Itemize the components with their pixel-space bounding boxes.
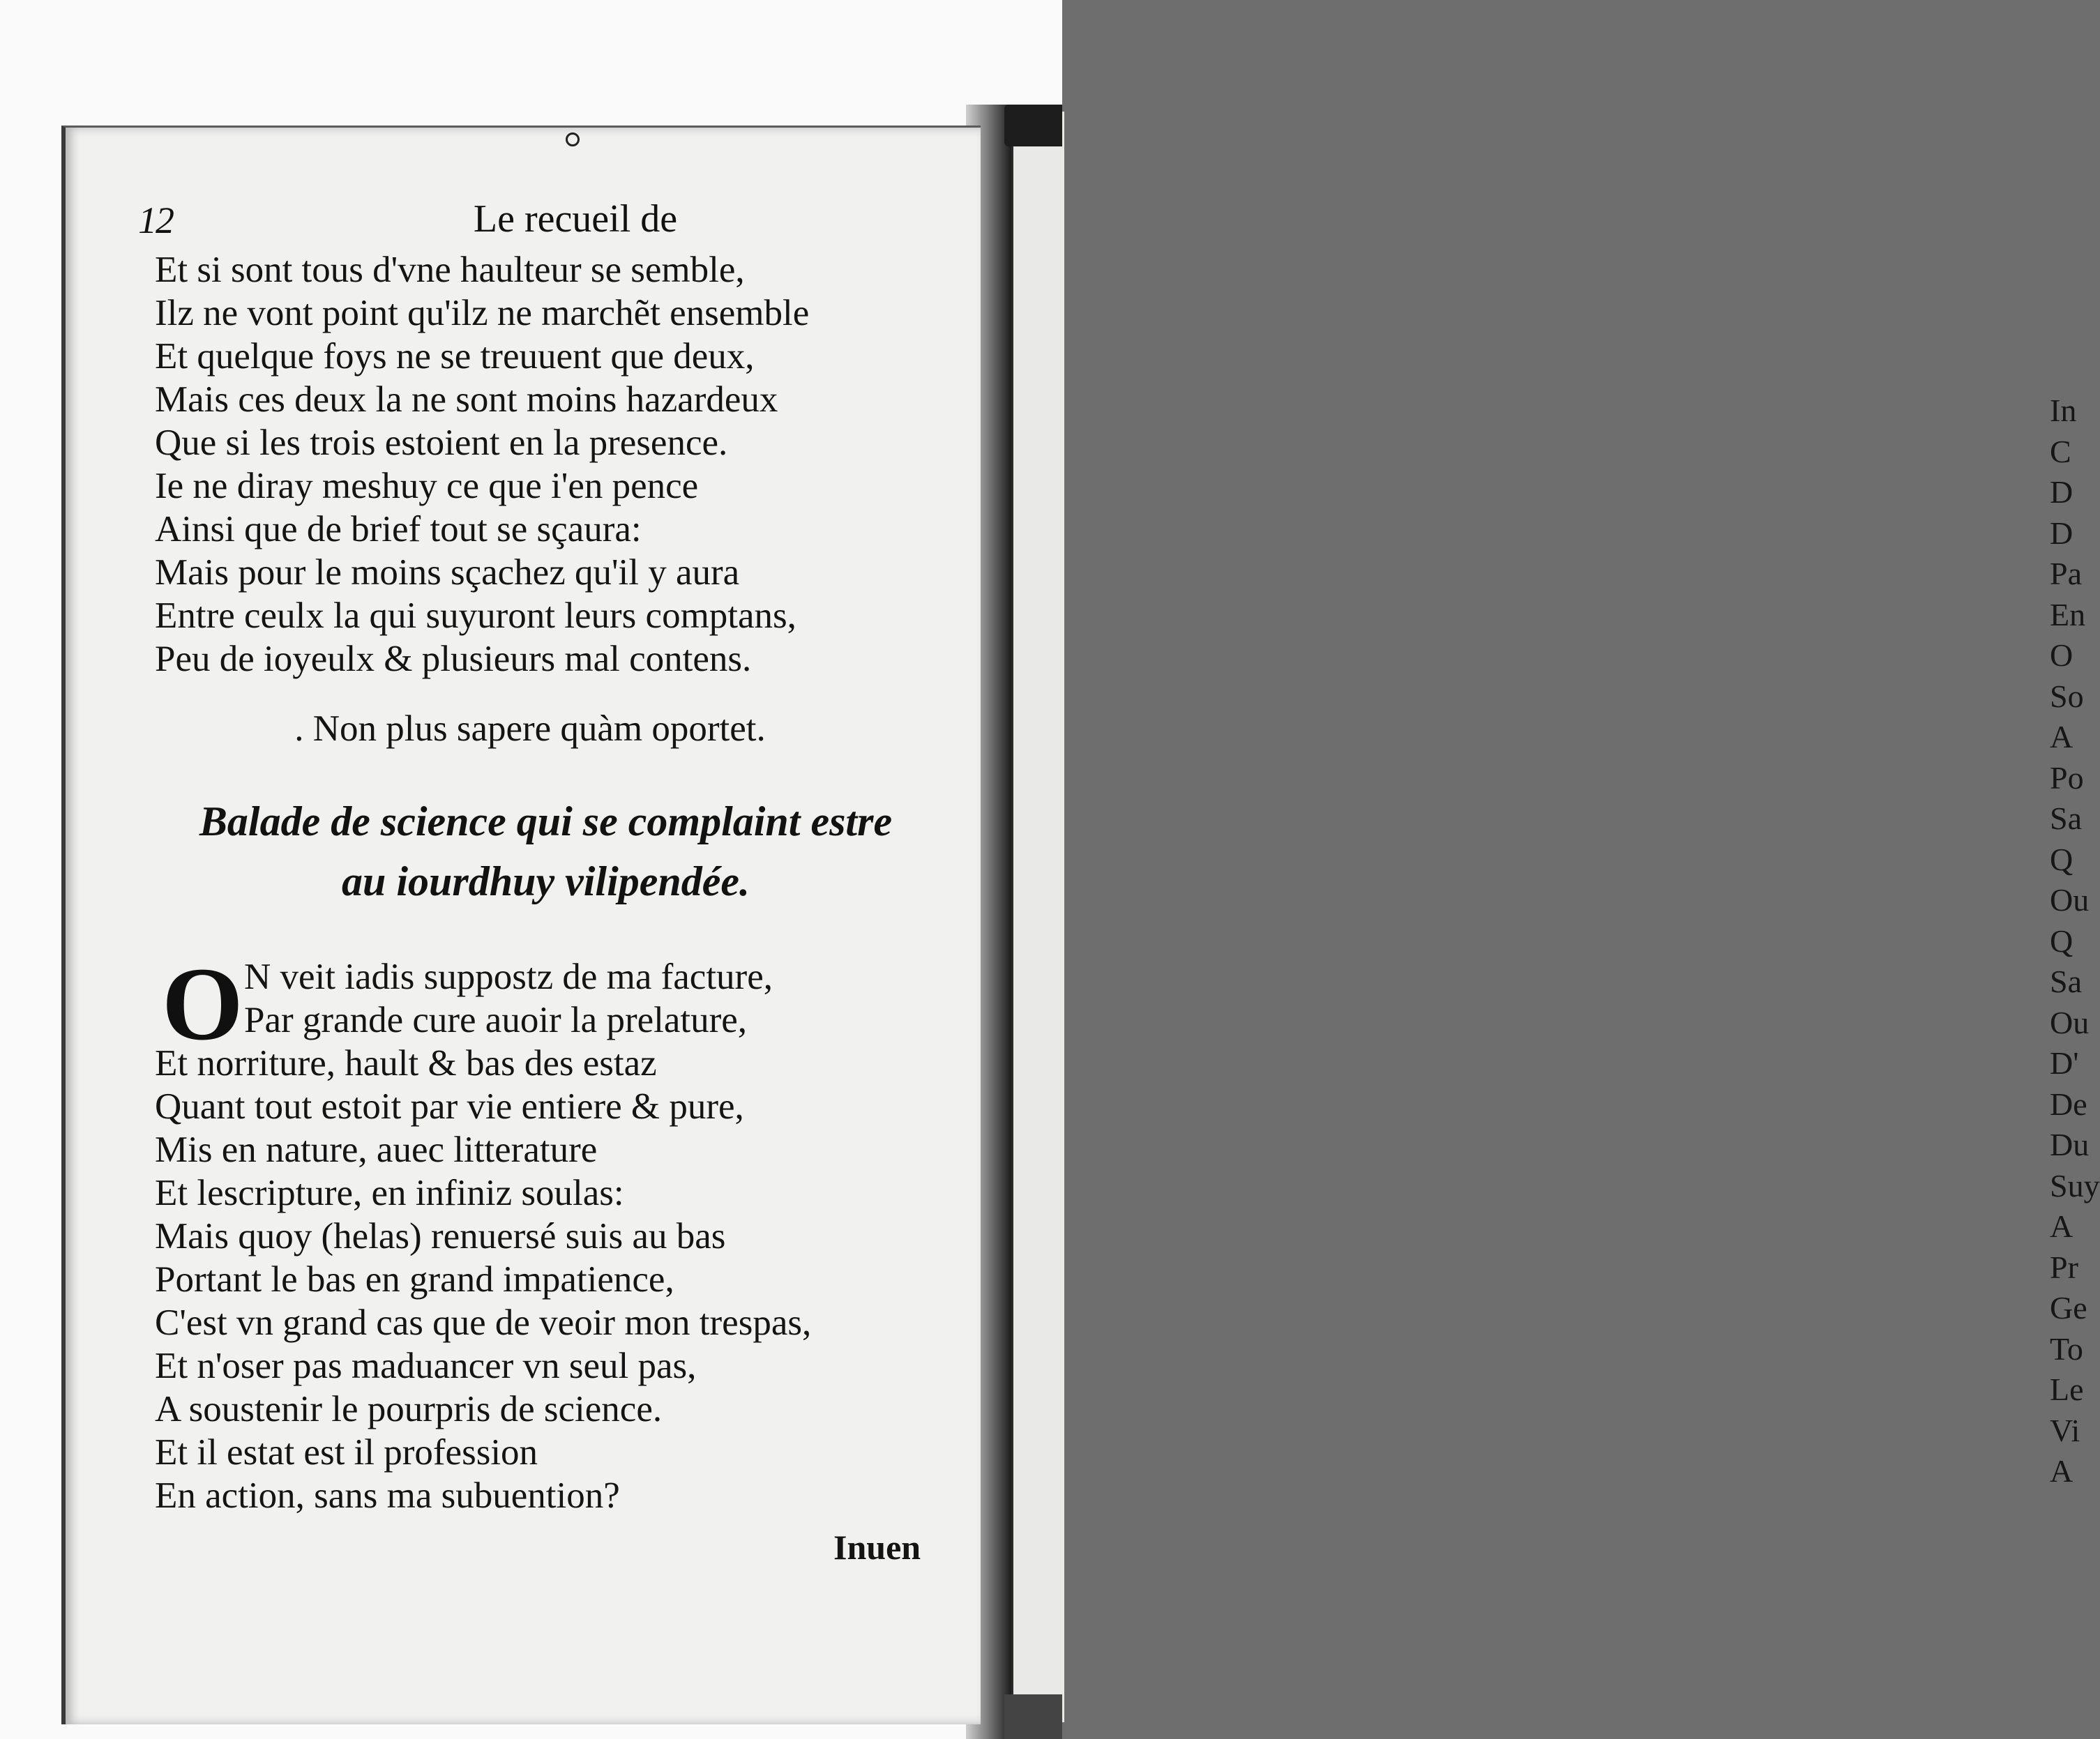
facing-page-fragment: Suy: [2050, 1167, 2100, 1203]
verse-line: Quant tout estoit par vie entiere & pure,: [155, 1086, 744, 1127]
running-head: Le recueil de: [473, 197, 678, 241]
facing-page-fragment: Ou: [2050, 882, 2090, 918]
facing-page-fragment: Ge: [2050, 1290, 2087, 1326]
facing-page-fragment: Vi: [2050, 1412, 2080, 1448]
binding-tab: [1004, 105, 1062, 146]
page-number: 12: [138, 199, 173, 241]
verse-line: Mais quoy (helas) renuersé suis au bas: [155, 1216, 726, 1256]
catchword: Inuen: [833, 1528, 921, 1567]
ballad-heading-line-2: au iourdhuy vilipendée.: [341, 858, 750, 904]
facing-page-fragment: Ou: [2050, 1004, 2090, 1040]
facing-page-fragment: So: [2050, 678, 2084, 714]
ballad-heading: [0, 791, 1091, 911]
facing-page-fragment: Pr: [2050, 1249, 2078, 1285]
facing-page-fragment: C: [2050, 433, 2071, 469]
verse-line: Et quelque foys ne se treuuent que deux,: [155, 336, 755, 377]
verse-line: Et lescripture, en infiniz soulas:: [155, 1173, 624, 1213]
verse-line: Mais pour le moins sçachez qu'il y aura: [155, 552, 740, 593]
ballad-stanza: [155, 955, 811, 1517]
facing-page-fragment: To: [2050, 1330, 2083, 1367]
verse-line: Mais ces deux la ne sont moins hazardeux: [155, 379, 778, 420]
facing-page-fragment: D': [2050, 1045, 2079, 1081]
verse-line: Et norriture, hault & bas des estaz: [155, 1043, 657, 1084]
facing-page-fragment: A: [2050, 719, 2073, 754]
ring-mark-icon: [566, 132, 580, 146]
facing-page-fragment: A: [2050, 1453, 2073, 1489]
latin-motto: . Non plus sapere quàm oportet.: [294, 708, 766, 749]
verse-line: Mis en nature, auec litterature: [155, 1130, 598, 1170]
facing-page-fragment: A: [2050, 1208, 2073, 1244]
facing-page-fragment: In: [2050, 393, 2077, 428]
facing-page-fragment: D: [2050, 474, 2073, 510]
facing-page: [1011, 112, 2100, 1722]
verse-line: C'est vn grand cas que de veoir mon trespas,: [155, 1303, 812, 1343]
verse-line: Que si les trois estoient en la presence.: [155, 423, 728, 463]
verse-line: Portant le bas en grand impatience,: [155, 1259, 674, 1300]
verse-line: Et si sont tous d'vne haulteur se semble,: [155, 250, 745, 290]
facing-page-fragment: Sa: [2050, 964, 2082, 999]
verse-line: Ilz ne vont point qu'ilz ne marchẽt ensemble: [155, 293, 810, 333]
verse-line: Ie ne diray meshuy ce que i'en pence: [155, 466, 699, 506]
facing-page-fragment: De: [2050, 1086, 2087, 1122]
drop-cap: O: [162, 946, 243, 1062]
verse-line: N veit iadis suppostz de ma facture,: [244, 957, 773, 997]
facing-page-fragment: Sa: [2050, 800, 2082, 836]
facing-page-fragment: En: [2050, 596, 2086, 632]
verse-line: Ainsi que de brief tout se sçaura:: [155, 509, 642, 549]
stanza-one: [155, 248, 809, 681]
verse-line: Peu de ioyeulx & plusieurs mal contens.: [155, 639, 752, 679]
verse-line: A soustenir le pourpris de science.: [155, 1389, 663, 1429]
verse-line: Et il estat est il profession: [155, 1432, 538, 1473]
verse-line: Par grande cure auoir la prelature,: [244, 1000, 748, 1040]
book-cover-edge: [1004, 1694, 1062, 1739]
verse-line: Entre ceulx la qui suyuront leurs comptans,: [155, 595, 796, 636]
facing-page-fragment: Q: [2050, 841, 2073, 877]
facing-page-fragment: Po: [2050, 759, 2084, 796]
facing-page-text: [2050, 390, 2100, 1492]
verse-line: En action, sans ma subuention?: [155, 1475, 620, 1516]
facing-page-fragment: O: [2050, 637, 2073, 673]
verse-line: Et n'oser pas maduancer vn seul pas,: [155, 1346, 697, 1386]
ballad-heading-line-1: Balade de science qui se complaint estre: [199, 798, 893, 844]
facing-page-fragment: Du: [2050, 1127, 2090, 1162]
facing-page-fragment: Le: [2050, 1372, 2084, 1407]
facing-page-fragment: D: [2050, 515, 2073, 551]
facing-page-fragment: Pa: [2050, 556, 2082, 591]
facing-page-fragment: Q: [2050, 922, 2073, 959]
